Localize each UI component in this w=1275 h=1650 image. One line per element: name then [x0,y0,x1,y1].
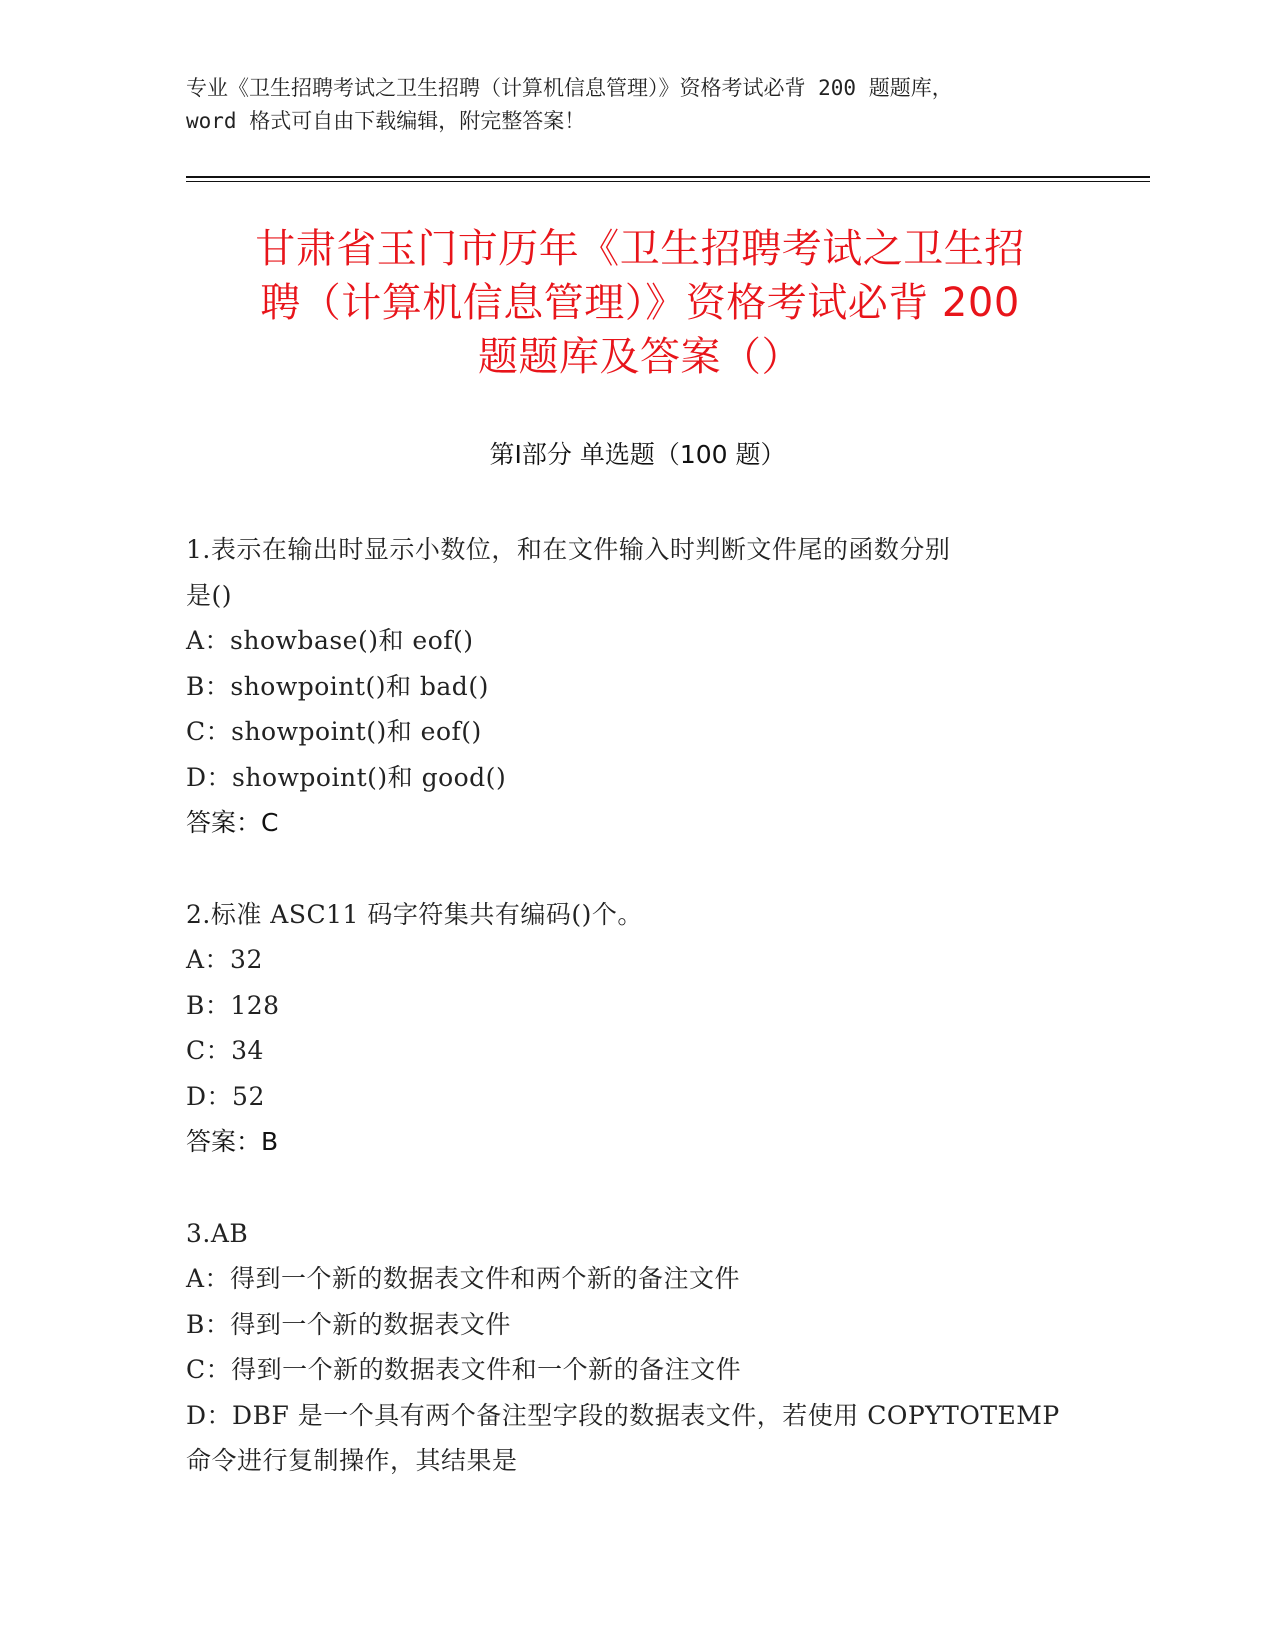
option-c: C：得到一个新的数据表文件和一个新的备注文件 [186,1355,742,1384]
question-1 [186,527,1086,846]
option-b: B：得到一个新的数据表文件 [186,1309,511,1339]
option-b: B：showpoint()和 bad() [186,671,489,701]
option-c: C：34 [186,1036,264,1065]
option-a: A：32 [186,945,263,974]
header-note-line-2: word 格式可自由下载编辑，附完整答案！ [186,109,586,133]
document-title-line-3: 题题库及答案（） [478,334,802,380]
document-title-line-1: 甘肃省玉门市历年《卫生招聘考试之卫生招 [255,226,1025,272]
question-stem: 1.表示在输出时显示小数位，和在文件输入时判断文件尾的函数分别 [186,535,951,564]
option-d-continued: 命令进行复制操作，其结果是 [186,1446,518,1475]
header-note-line-1: 专业《卫生招聘考试之卫生招聘（计算机信息管理）》资格考试必背 200 题题库， [186,76,953,100]
question-stem: 是() [186,580,233,610]
option-d: D：DBF 是一个具有两个备注型字段的数据表文件，若使用 COPYTOTEMP [186,1400,1060,1430]
option-d: D：52 [186,1081,265,1111]
question-list [186,527,1086,1530]
question-stem: 3.AB [186,1218,249,1248]
document-title-line-2: 聘（计算机信息管理）》资格考试必背 200 [260,280,1020,326]
document-title [180,222,1100,384]
header-divider-thin [186,181,1150,182]
question-3 [186,1211,1086,1484]
option-b: B：128 [186,990,280,1020]
option-c: C：showpoint()和 eof() [186,717,482,746]
answer: 答案：B [186,1127,279,1156]
section-heading: 第Ⅰ部分 单选题（100 题） [489,440,786,469]
header-note [186,72,1086,138]
question-stem: 2.标准 ASC11 码字符集共有编码()个。 [186,899,643,929]
question-2 [186,892,1086,1165]
header-divider-thick [186,176,1150,178]
answer: 答案：C [186,808,279,837]
option-a: A：showbase()和 eof() [186,626,474,655]
option-d: D：showpoint()和 good() [186,762,507,792]
option-a: A：得到一个新的数据表文件和两个新的备注文件 [186,1264,741,1293]
